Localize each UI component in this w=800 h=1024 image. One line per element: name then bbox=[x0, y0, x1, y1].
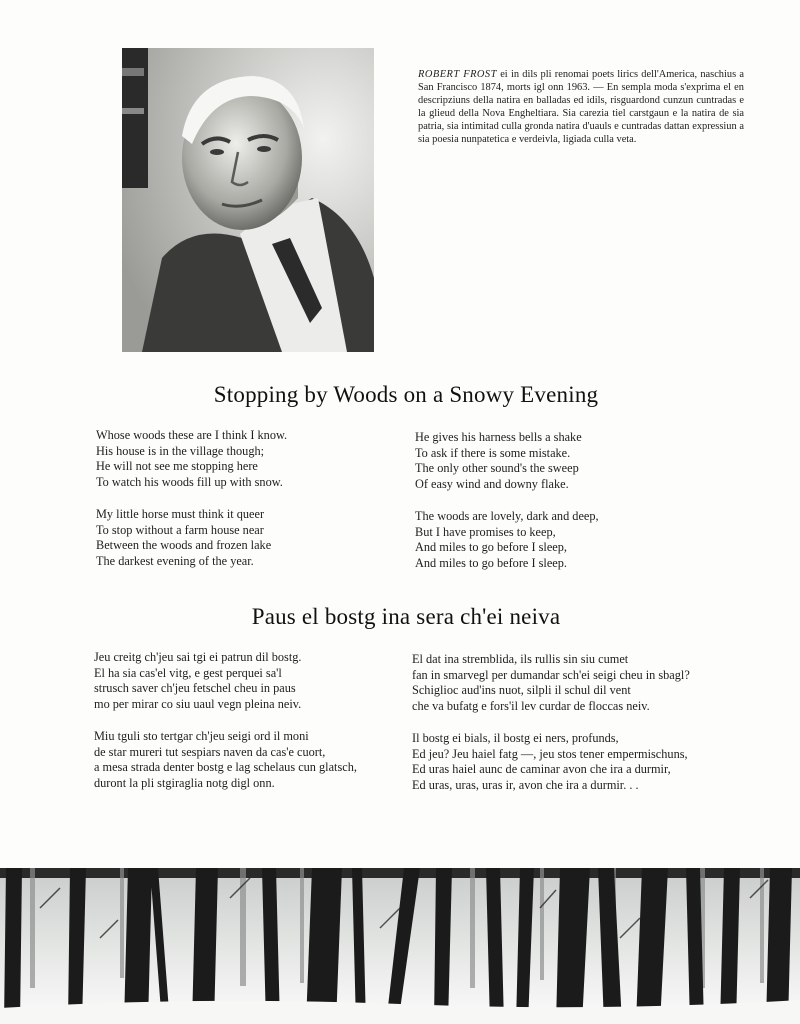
poem-line: che va bufatg e fors'il lev curdar de floccas neiv. bbox=[412, 699, 650, 714]
poem-line: Of easy wind and downy flake. bbox=[415, 477, 569, 492]
poem-line: fan in smarvegl per dumandar sch'ei seigi cheu in sbagl? bbox=[412, 667, 690, 682]
poem-line: He gives his harness bells a shake bbox=[415, 430, 582, 444]
poem-line: Between the woods and frozen lake bbox=[96, 538, 272, 553]
snowy-forest-photo bbox=[0, 868, 800, 1024]
english-poem-right-column bbox=[415, 430, 735, 588]
poem-line: duront la pli stgiraglia notg digl onn. bbox=[94, 775, 275, 790]
poem-line: de star mureri tut sespiars naven da cas'e cuort, bbox=[94, 744, 326, 759]
author-name: ROBERT FROST bbox=[418, 69, 497, 80]
author-biography bbox=[418, 68, 744, 147]
romansh-poem-title: Paus el bostg ina sera ch'ei neiva bbox=[251, 604, 561, 629]
poem-line: El dat ina stremblida, ils rullis sin siu cumet bbox=[412, 652, 629, 666]
poem-line: Miu tguli sto tertgar ch'jeu seigi ord il moni bbox=[94, 728, 309, 743]
poem-line: My little horse must think it queer bbox=[96, 506, 265, 521]
poem-line: To stop without a farm house near bbox=[96, 522, 264, 537]
poem-line: Ed jeu? Jeu haiel fatg —, jeu stos tener empermischuns, bbox=[412, 746, 688, 761]
poem-line: El ha sia cas'el vitg, e gest perquei sa'l bbox=[94, 665, 282, 680]
portrait-photo bbox=[122, 48, 374, 352]
poem-line: Ed uras, uras, uras ir, avon che ira a durmir. . . bbox=[412, 777, 639, 792]
stanza bbox=[412, 652, 712, 715]
stanza bbox=[96, 428, 396, 491]
poem-line: And miles to go before I sleep, bbox=[415, 540, 567, 555]
biography-text: ei in dils pli renomai poets lirics dell'America, naschius a San Francisco 1874, morts igl onn 1963. — En sempla moda s'exprima el en descripziuns della natira en balladas ed idils, risguardond cunzun cuntradas e la glieud della Nova Engheltiara. Sia carezia tiel carstgaun e la natira de sia patria, sia intimitad culla gronda natira d'uauls e cuntradas dattan expressiun a sia poesia nunpatetica e verdeivla, ligiada culla veta. bbox=[418, 69, 744, 146]
stanza bbox=[415, 509, 735, 572]
poem-line: a mesa strada denter bostg e lag schelaus cun glatsch, bbox=[94, 760, 357, 775]
poem-line: Schiglioc aud'ins nuot, silpli il schul dil vent bbox=[412, 683, 631, 698]
romansh-poem-right-column bbox=[412, 652, 712, 810]
poem-line: The only other sound's the sweep bbox=[415, 461, 579, 476]
poem-line: To watch his woods fill up with snow. bbox=[96, 475, 283, 490]
stanza bbox=[94, 650, 384, 713]
poem-line: strusch saver ch'jeu fetschel cheu in paus bbox=[94, 681, 296, 696]
english-poem-left-column bbox=[96, 428, 396, 586]
poem-line: His house is in the village though; bbox=[96, 443, 265, 458]
poem-line: He will not see me stopping here bbox=[96, 459, 258, 474]
stanza bbox=[412, 731, 712, 794]
poem-line: And miles to go before I sleep. bbox=[415, 555, 567, 570]
poem-line: Il bostg ei bials, il bostg ei ners, profunds, bbox=[412, 730, 619, 745]
romansh-poem-left-column bbox=[94, 650, 384, 808]
stanza bbox=[96, 507, 396, 570]
poem-line: The woods are lovely, dark and deep, bbox=[415, 508, 599, 523]
stanza bbox=[415, 430, 735, 493]
poem-line: To ask if there is some mistake. bbox=[415, 445, 571, 460]
stanza bbox=[94, 729, 384, 792]
poem-line: Ed uras haiel aunc de caminar avon che ira a durmir, bbox=[412, 762, 671, 777]
poem-line: Whose woods these are I think I know. bbox=[96, 428, 288, 442]
poem-line: The darkest evening of the year. bbox=[96, 553, 254, 568]
poem-line: mo per mirar co siu uaul vegn pleina neiv. bbox=[94, 697, 302, 712]
english-poem-title: Stopping by Woods on a Snowy Evening bbox=[213, 382, 599, 407]
poem-line: But I have promises to keep, bbox=[415, 524, 556, 539]
poem-line: Jeu creitg ch'jeu sai tgi ei patrun dil bostg. bbox=[94, 650, 302, 664]
